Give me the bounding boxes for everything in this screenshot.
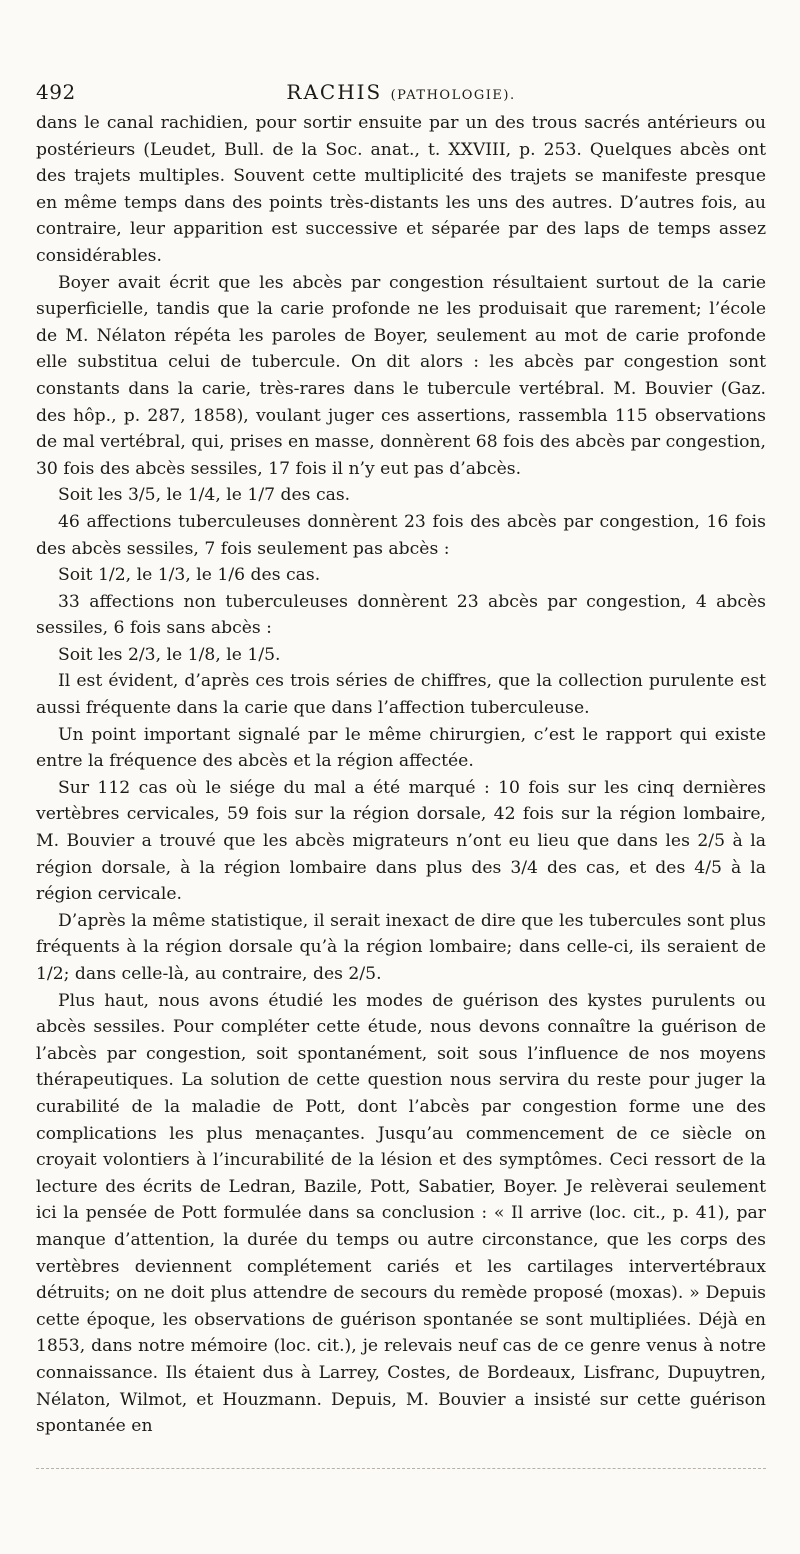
paragraph-9: Plus haut, nous avons étudié les modes de guérison des kystes purulents ou abcès sessiles. Pour compléter cette étude, nous devons connaître la guérison de l’abcès par congestion, soit spontanément, soit sous l’influence de nos moyens thérapeutiques. La solution de cette question nous servira du reste pour juger la curabilité de la maladie de Pott, dont l’abcès par congestion forme une des complications les plus menaçantes. Jusqu’au commencement de ce siècle on croyait volontiers à l’incurabilité de la lésion et des symptômes. Ceci ressort de la lecture des écrits de Ledran, Bazile, Pott, Sabatier, Boyer. Je relèverai seulement ici la pensée de Pott formulée dans sa conclusion : « Il arrive (loc. cit., p. 41), par manque d’attention, la durée du temps ou autre circonstance, que les corps des vertèbres deviennent complétement cariés et les cartilages intervertébraux détruits; on ne doit plus attendre de secours du remède proposé (moxas). » Depuis cette époque, les observations de guérison spontanée se sont multipliées. Déjà en 1853, dans notre mémoire (loc. cit.), je relevais neuf cas de ce genre venus à notre connaissance. Ils étaient dus à Larrey, Costes, de Bordeaux, Lisfranc, Dupuytren, Nélaton, Wilmot, et Houzmann. Depuis, M. Bouvier a insisté sur cette guérison spontanée en — [36, 990, 766, 1437]
paragraph-5: Il est évident, d’après ces trois séries de chiffres, que la collection purulente est aussi fréquente dans la carie que dans l’affection tuberculeuse. — [36, 671, 766, 719]
footer-rule — [36, 1468, 766, 1469]
page-header — [36, 76, 766, 110]
body-text — [36, 110, 766, 1440]
paragraph-2: Boyer avait écrit que les abcès par congestion résultaient surtout de la carie superficielle, tandis que la carie profonde ne les produisait que rarement; l’école de M. Nélaton répéta les paroles de Boyer, seulement au mot de carie profonde elle substitua celui de tubercule. On dit alors : les abcès par congestion sont constants dans la carie, très-rares dans le tubercule vertébral. M. Bouvier (Gaz. des hôp., p. 287, 1858), voulant juger ces assertions, rassembla 115 observations de mal vertébral, qui, prises en masse, donnèrent 68 fois des abcès par congestion, 30 fois des abcès sessiles, 17 fois il n’y eut pas d’abcès. — [36, 272, 766, 479]
ratio-line-2: Soit 1/2, le 1/3, le 1/6 des cas. — [58, 565, 321, 586]
paragraph-3: 46 affections tuberculeuses donnèrent 23 fois des abcès par congestion, 16 fois des abcès sessiles, 7 fois seulement pas abcès : — [36, 511, 766, 559]
running-title — [36, 80, 766, 104]
ratio-line-1: Soit les 3/5, le 1/4, le 1/7 des cas. — [58, 485, 351, 506]
paragraph-1: dans le canal rachidien, pour sortir ensuite par un des trous sacrés antérieurs ou postérieurs (Leudet, Bull. de la Soc. anat., t. XXVIII, p. 253. Quelques abcès ont des trajets multiples. Souvent cette multiplicité des trajets se manifeste presque en même temps dans des points très-distants les uns des autres. D’autres fois, au contraire, leur apparition est successive et séparée par des laps de temps assez considérables. — [36, 113, 766, 266]
document-page — [36, 76, 766, 1440]
paragraph-7: Sur 112 cas où le siége du mal a été marqué : 10 fois sur les cinq dernières vertèbres cervicales, 59 fois sur la région dorsale, 42 fois sur la région lombaire, M. Bouvier a trouvé que les abcès migrateurs n’ont eu lieu que dans les 2/5 à la région dorsale, à la région lombaire dans plus des 3/4 des cas, et des 4/5 à la région cervicale. — [36, 777, 766, 905]
paragraph-4: 33 affections non tuberculeuses donnèrent 23 abcès par congestion, 4 abcès sessiles, 6 fois sans abcès : — [36, 591, 766, 639]
ratio-line-3: Soit les 2/3, le 1/8, le 1/5. — [58, 644, 281, 665]
page-number: 492 — [36, 80, 76, 104]
running-title-sub: (PATHOLOGIE). — [390, 88, 516, 103]
running-title-main: RACHIS — [286, 80, 383, 104]
paragraph-8: D’après la même statistique, il serait inexact de dire que les tubercules sont plus fréquents à la région dorsale qu’à la région lombaire; dans celle-ci, ils seraient de 1/2; dans celle-là, au contraire, des 2/5. — [36, 910, 766, 984]
paragraph-6: Un point important signalé par le même chirurgien, c’est le rapport qui existe entre la fréquence des abcès et la région affectée. — [36, 724, 766, 772]
